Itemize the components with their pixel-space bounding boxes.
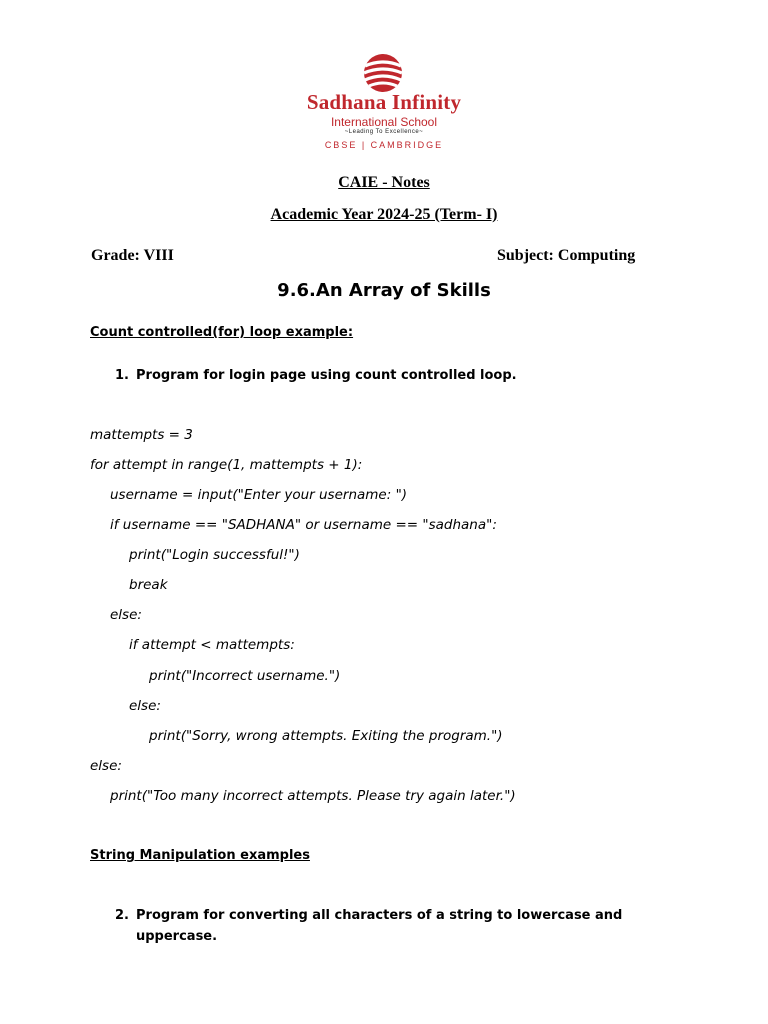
school-subtitle: International School (330, 115, 438, 129)
code-line: print("Login successful!") (129, 547, 300, 563)
code-line: if attempt < mattempts: (129, 637, 295, 653)
code-line: break (129, 577, 168, 593)
section-heading-strings: String Manipulation examples (90, 848, 310, 863)
list-item-number: 2. (115, 908, 129, 923)
page-title: 9.6.An Array of Skills (277, 280, 491, 301)
code-line: print("Incorrect username.") (149, 668, 341, 684)
list-item-text-continued: uppercase. (136, 929, 218, 944)
grade-label: Grade: VIII (91, 247, 174, 264)
school-boards: CBSE | CAMBRIDGE (324, 140, 444, 150)
code-line: else: (90, 758, 122, 774)
academic-year: Academic Year 2024-25 (Term- I) (270, 206, 498, 223)
code-line: else: (110, 607, 142, 623)
code-line: username = input("Enter your username: ") (110, 487, 408, 503)
code-line: for attempt in range(1, mattempts + 1): (90, 457, 363, 473)
section-heading-loop: Count controlled(for) loop example: (90, 325, 354, 340)
code-line: print("Too many incorrect attempts. Please try again later.") (110, 788, 516, 804)
code-line: print("Sorry, wrong attempts. Exiting the program.") (149, 728, 503, 744)
school-tagline: ~Leading To Excellence~ (344, 129, 424, 135)
code-line: mattempts = 3 (90, 427, 193, 443)
list-item-text: Program for login page using count controlled loop. (136, 368, 517, 383)
list-item-number: 1. (115, 368, 129, 383)
school-name: Sadhana Infinity (306, 90, 462, 114)
code-line: if username == "SADHANA" or username == "sadhana": (110, 517, 497, 533)
school-logo-icon (362, 52, 404, 94)
code-line: else: (129, 698, 161, 714)
subject-label: Subject: Computing (497, 247, 636, 264)
notes-title: CAIE - Notes (338, 174, 430, 191)
list-item-text: Program for converting all characters of a string to lowercase and (136, 908, 623, 923)
